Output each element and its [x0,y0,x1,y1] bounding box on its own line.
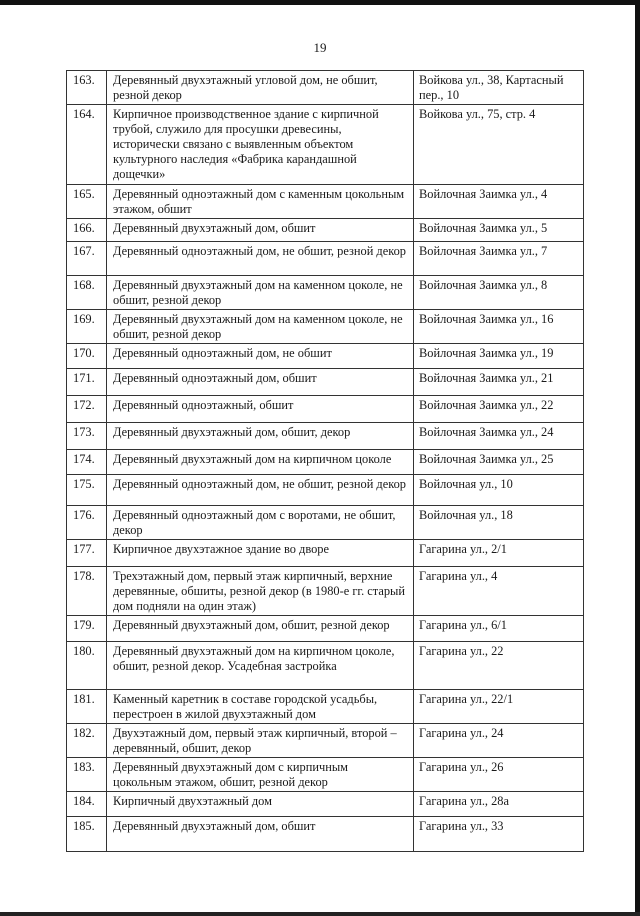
row-number: 177. [67,540,107,567]
object-address: Войкова ул., 38, Картасный пер., 10 [414,71,584,105]
object-description: Двухэтажный дом, первый этаж кирпичный, второй – деревянный, обшит, декор [107,724,414,758]
row-number: 167. [67,242,107,276]
table-row [67,242,584,276]
object-description: Деревянный одноэтажный дом с каменным цокольным этажом, обшит [107,185,414,219]
table-row [67,423,584,450]
object-description: Деревянный двухэтажный дом, обшит [107,219,414,242]
object-address: Войлочная ул., 10 [414,475,584,506]
object-description: Деревянный одноэтажный дом, обшит [107,369,414,396]
row-number: 180. [67,642,107,690]
row-number: 182. [67,724,107,758]
row-number: 168. [67,276,107,310]
object-description: Деревянный двухэтажный дом, обшит, резной декор [107,616,414,642]
object-description: Деревянный одноэтажный дом, не обшит, резной декор [107,475,414,506]
table-row [67,105,584,185]
object-address: Войлочная Заимка ул., 22 [414,396,584,423]
row-number: 179. [67,616,107,642]
table-row [67,71,584,105]
object-description: Деревянный двухэтажный угловой дом, не обшит, резной декор [107,71,414,105]
object-description: Деревянный одноэтажный дом, не обшит, резной декор [107,242,414,276]
object-description: Деревянный двухэтажный дом, обшит [107,817,414,852]
object-address: Войлочная Заимка ул., 8 [414,276,584,310]
table-row [67,817,584,852]
table-row [67,310,584,344]
table-row [67,758,584,792]
object-address: Войлочная Заимка ул., 7 [414,242,584,276]
table-row [67,344,584,369]
object-address: Войлочная Заимка ул., 19 [414,344,584,369]
object-address: Войлочная Заимка ул., 16 [414,310,584,344]
object-address: Гагарина ул., 33 [414,817,584,852]
object-address: Гагарина ул., 6/1 [414,616,584,642]
row-number: 183. [67,758,107,792]
table-row [67,219,584,242]
table-row [67,642,584,690]
object-address: Войлочная Заимка ул., 25 [414,450,584,475]
row-number: 175. [67,475,107,506]
page-number: 19 [313,40,327,55]
object-description: Деревянный одноэтажный дом с воротами, не обшит, декор [107,506,414,540]
row-number: 170. [67,344,107,369]
table-row [67,540,584,567]
object-address: Войлочная Заимка ул., 5 [414,219,584,242]
scan-edge-right [635,0,640,916]
row-number: 172. [67,396,107,423]
object-address: Войлочная ул., 18 [414,506,584,540]
table-row [67,792,584,817]
table-row [67,567,584,616]
row-number: 173. [67,423,107,450]
row-number: 184. [67,792,107,817]
row-number: 165. [67,185,107,219]
heritage-objects-table [66,70,584,852]
table-row [67,690,584,724]
object-address: Войлочная Заимка ул., 24 [414,423,584,450]
row-number: 181. [67,690,107,724]
row-number: 163. [67,71,107,105]
object-address: Гагарина ул., 22/1 [414,690,584,724]
object-address: Войкова ул., 75, стр. 4 [414,105,584,185]
object-description: Кирпичный двухэтажный дом [107,792,414,817]
table-row [67,276,584,310]
scan-edge-bottom [0,912,640,916]
scan-edge-top [0,0,640,5]
object-address: Гагарина ул., 24 [414,724,584,758]
object-description: Кирпичное производственное здание с кирпичной трубой, служило для просушки древесины, исторически связано с выявленным объектом культурного наследия «Фабрика карандашной дощечки» [107,105,414,185]
object-description: Деревянный двухэтажный дом на кирпичном цоколе, обшит, резной декор. Усадебная застройка [107,642,414,690]
object-address: Гагарина ул., 4 [414,567,584,616]
object-description: Деревянный двухэтажный дом, обшит, декор [107,423,414,450]
object-description: Деревянный одноэтажный, обшит [107,396,414,423]
table-row [67,475,584,506]
object-description: Деревянный двухэтажный дом на кирпичном цоколе [107,450,414,475]
object-address: Войлочная Заимка ул., 21 [414,369,584,396]
object-address: Гагарина ул., 22 [414,642,584,690]
table-row [67,185,584,219]
table-row [67,616,584,642]
row-number: 171. [67,369,107,396]
table-row [67,450,584,475]
table-row [67,506,584,540]
object-address: Гагарина ул., 26 [414,758,584,792]
row-number: 169. [67,310,107,344]
table-row [67,369,584,396]
object-description: Деревянный двухэтажный дом на каменном цоколе, не обшит, резной декор [107,310,414,344]
table-row [67,396,584,423]
row-number: 166. [67,219,107,242]
row-number: 164. [67,105,107,185]
object-description: Деревянный двухэтажный дом на каменном цоколе, не обшит, резной декор [107,276,414,310]
object-description: Кирпичное двухэтажное здание во дворе [107,540,414,567]
row-number: 178. [67,567,107,616]
object-description: Каменный каретник в составе городской усадьбы, перестроен в жилой двухэтажный дом [107,690,414,724]
object-description: Трехэтажный дом, первый этаж кирпичный, верхние деревянные, обшиты, резной декор (в 1980-е гг. старый дом подняли на один этаж) [107,567,414,616]
row-number: 176. [67,506,107,540]
object-description: Деревянный одноэтажный дом, не обшит [107,344,414,369]
table-row [67,724,584,758]
object-address: Гагарина ул., 2/1 [414,540,584,567]
object-address: Гагарина ул., 28а [414,792,584,817]
object-address: Войлочная Заимка ул., 4 [414,185,584,219]
row-number: 185. [67,817,107,852]
row-number: 174. [67,450,107,475]
object-description: Деревянный двухэтажный дом с кирпичным цокольным этажом, обшит, резной декор [107,758,414,792]
